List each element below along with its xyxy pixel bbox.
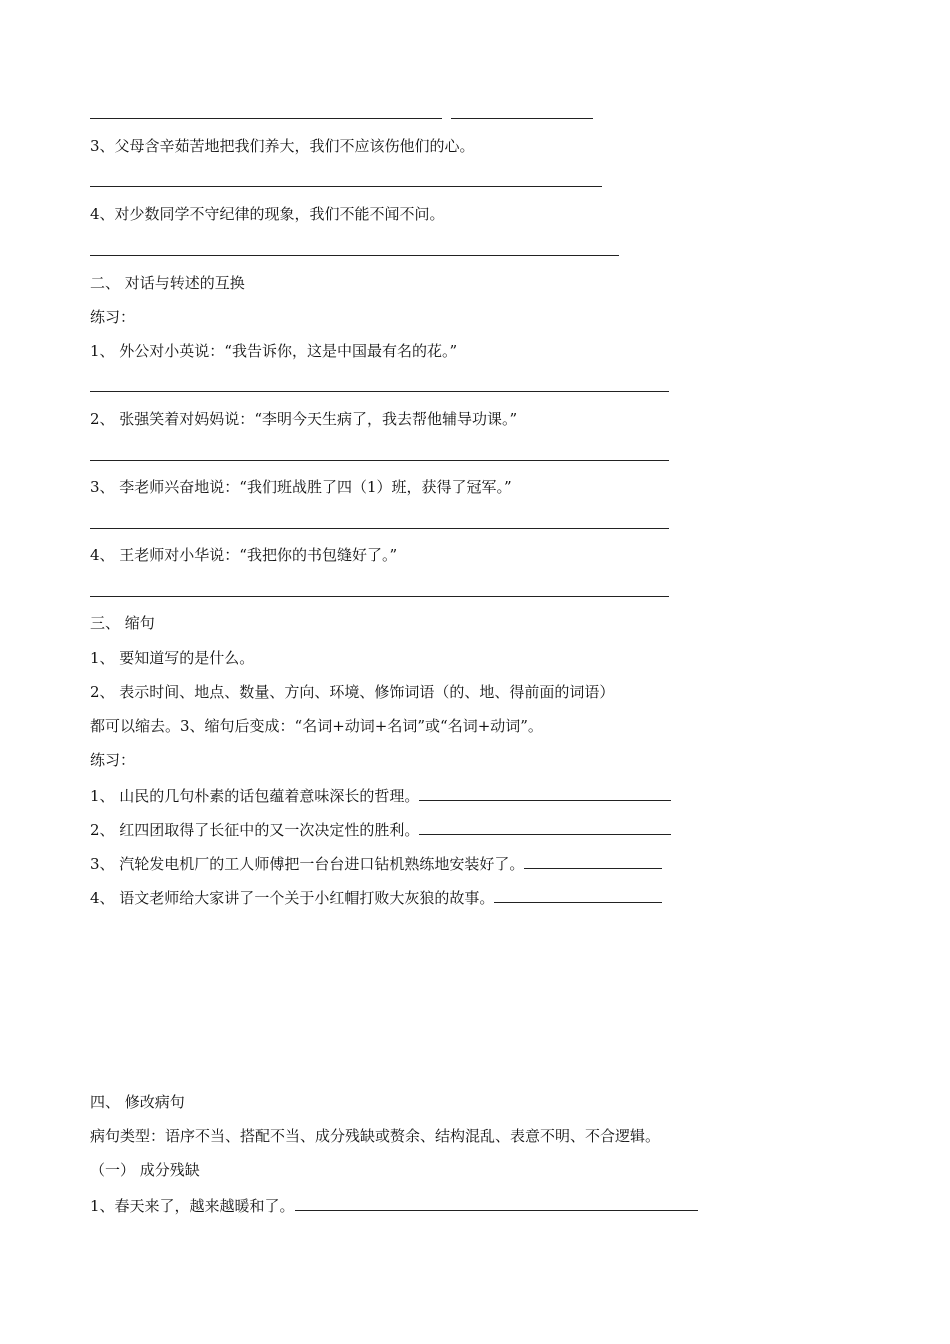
answer-blank[interactable] — [524, 852, 662, 869]
question-row — [90, 886, 662, 908]
question-text: 4、对少数同学不守纪律的现象，我们不能不闻不问。 — [90, 205, 445, 223]
answer-line[interactable] — [90, 460, 669, 461]
question-row — [90, 852, 662, 874]
types-text: 病句类型：语序不当、搭配不当、成分残缺或赘余、结构混乱、表意不明、不合逻辑。 — [90, 1127, 661, 1145]
answer-line[interactable] — [90, 118, 442, 119]
question-text: 2、 红四团取得了长征中的又一次决定性的胜利。 — [90, 821, 420, 839]
section-heading: 二、 对话与转述的互换 — [90, 274, 245, 292]
question-text: 1、 外公对小英说：“我告诉你，这是中国最有名的花。” — [90, 342, 458, 360]
question-text: 3、父母含辛茹苦地把我们养大，我们不应该伤他们的心。 — [90, 137, 475, 155]
subsection-heading: （一） 成分残缺 — [90, 1161, 200, 1179]
answer-blank[interactable] — [419, 784, 671, 801]
answer-line[interactable] — [90, 528, 669, 529]
question-text: 4、 语文老师给大家讲了一个关于小红帽打败大灰狼的故事。 — [90, 889, 495, 907]
section-heading: 四、 修改病句 — [90, 1093, 185, 1111]
question-text: 1、 山民的几句朴素的话包蕴着意味深长的哲理。 — [90, 787, 420, 805]
answer-line[interactable] — [90, 255, 619, 256]
question-text: 3、 汽轮发电机厂的工人师傅把一台台进口钻机熟练地安装好了。 — [90, 855, 525, 873]
question-text: 1、春天来了，越来越暖和了。 — [90, 1197, 295, 1215]
answer-line[interactable] — [90, 186, 602, 187]
question-row — [90, 818, 671, 840]
question-text: 3、 李老师兴奋地说：“我们班战胜了四（1）班，获得了冠军。” — [90, 478, 512, 496]
question-text: 4、 王老师对小华说：“我把你的书包缝好了。” — [90, 546, 398, 564]
question-row — [90, 1194, 698, 1216]
rule-text: 2、 表示时间、地点、数量、方向、环境、修饰词语（的、地、得前面的词语） — [90, 683, 615, 701]
practice-label: 练习： — [90, 308, 136, 326]
answer-line[interactable] — [90, 391, 669, 392]
section-heading: 三、 缩句 — [90, 614, 155, 632]
answer-blank[interactable] — [494, 886, 662, 903]
answer-line[interactable] — [90, 596, 669, 597]
rule-text: 1、 要知道写的是什么。 — [90, 649, 255, 667]
practice-label: 练习： — [90, 751, 136, 769]
question-text: 2、 张强笑着对妈妈说：“李明今天生病了，我去帮他辅导功课。” — [90, 410, 518, 428]
answer-blank[interactable] — [419, 818, 671, 835]
answer-blank[interactable] — [295, 1194, 698, 1211]
answer-line[interactable] — [451, 118, 593, 119]
rule-text: 都可以缩去。3、缩句后变成：“名词+动词+名词”或“名词+动词”。 — [90, 717, 543, 735]
question-row — [90, 784, 671, 806]
